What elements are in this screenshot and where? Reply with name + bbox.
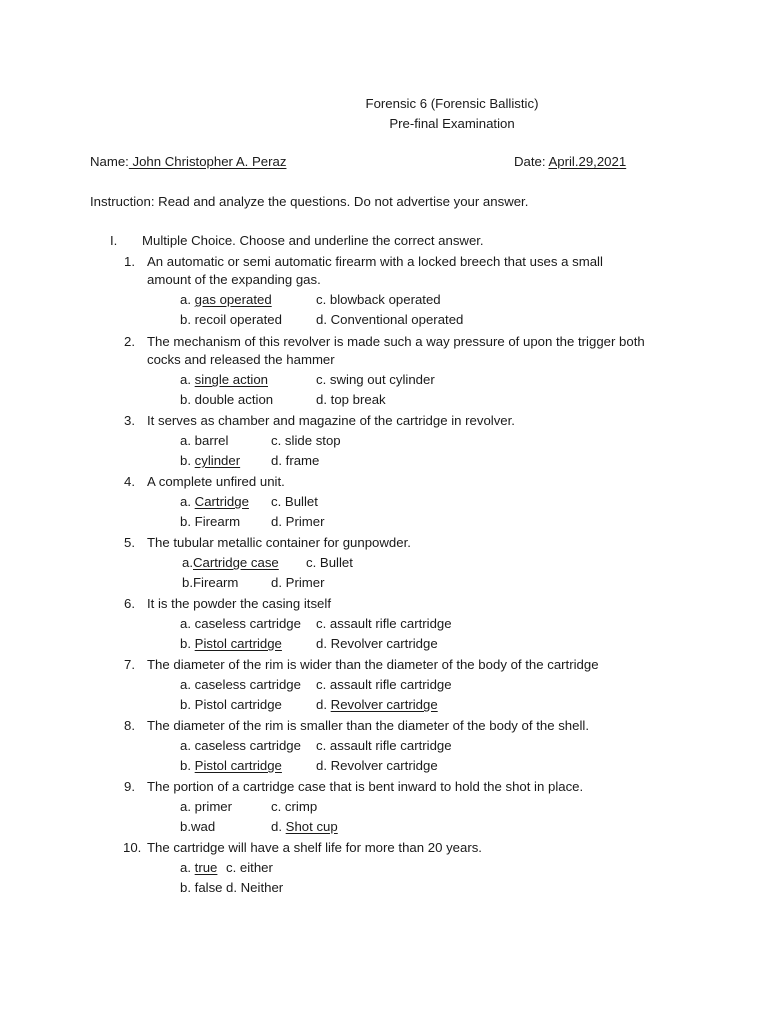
answer-choice bbox=[180, 433, 228, 449]
choice-text: d. Revolver cartridge bbox=[316, 758, 438, 773]
question-text: The portion of a cartridge case that is bent inward to hold the shot in place. bbox=[147, 779, 584, 794]
choice-text: b.wad bbox=[180, 819, 216, 834]
answer-choice bbox=[271, 819, 338, 835]
choice-letter: a. bbox=[180, 292, 195, 307]
choice-text: c. assault rifle cartridge bbox=[316, 738, 452, 753]
answer-choice bbox=[180, 860, 217, 876]
answer-choice bbox=[316, 697, 438, 713]
answer-choice bbox=[180, 799, 232, 815]
choice-letter: a. bbox=[180, 372, 195, 387]
question-text: An automatic or semi automatic firearm with a locked breech that uses a small bbox=[147, 254, 603, 269]
choice-text: c. blowback operated bbox=[316, 292, 441, 307]
choice-text: c. crimp bbox=[271, 799, 318, 814]
selected-answer: Revolver cartridge bbox=[330, 697, 438, 712]
answer-choice bbox=[182, 555, 279, 571]
choice-letter: d. bbox=[271, 819, 286, 834]
answer-choice bbox=[316, 372, 435, 388]
choice-letter: a. bbox=[180, 860, 195, 875]
choice-letter: a. bbox=[182, 555, 193, 570]
answer-choice bbox=[180, 616, 301, 632]
choice-text: b. false bbox=[180, 880, 223, 895]
question-number: 7. bbox=[124, 657, 135, 672]
question-text: The tubular metallic container for gunpowder. bbox=[147, 535, 411, 550]
choice-text: c. either bbox=[226, 860, 273, 875]
selected-answer: cylinder bbox=[194, 453, 241, 468]
answer-choice bbox=[271, 575, 325, 591]
answer-choice bbox=[180, 312, 282, 328]
selected-answer: Shot cup bbox=[285, 819, 338, 834]
answer-choice bbox=[180, 697, 282, 713]
question-number: 5. bbox=[124, 535, 135, 550]
selected-answer: Cartridge bbox=[194, 494, 249, 509]
selected-answer: true bbox=[194, 860, 218, 875]
choice-text: c. swing out cylinder bbox=[316, 372, 435, 387]
answer-choice bbox=[180, 819, 215, 835]
answer-choice bbox=[316, 677, 452, 693]
exam-date: April.29,2021 bbox=[548, 154, 627, 169]
section-title: Multiple Choice. Choose and underline the correct answer. bbox=[142, 233, 484, 248]
student-name: John Christopher A. Peraz bbox=[128, 154, 287, 169]
choice-text: d. Neither bbox=[226, 880, 284, 895]
exam-subtitle: Pre-final Examination bbox=[389, 116, 515, 131]
choice-text: d. Conventional operated bbox=[316, 312, 464, 327]
answer-choice bbox=[316, 738, 452, 754]
answer-choice bbox=[180, 514, 240, 530]
choice-text: a. primer bbox=[180, 799, 233, 814]
question-text: It serves as chamber and magazine of the cartridge in revolver. bbox=[147, 413, 515, 428]
question-number: 8. bbox=[124, 718, 135, 733]
question-number: 2. bbox=[124, 334, 135, 349]
selected-answer: Cartridge case bbox=[193, 555, 279, 570]
choice-letter: a. bbox=[180, 494, 195, 509]
question-number: 3. bbox=[124, 413, 135, 428]
answer-choice bbox=[316, 758, 438, 774]
choice-text: b.Firearm bbox=[182, 575, 239, 590]
choice-text: a. caseless cartridge bbox=[180, 738, 301, 753]
choice-text: c. Bullet bbox=[271, 494, 318, 509]
answer-choice bbox=[180, 372, 268, 388]
choice-text: d. Revolver cartridge bbox=[316, 636, 438, 651]
choice-text: b. Pistol cartridge bbox=[180, 697, 282, 712]
date-label: Date: bbox=[514, 154, 549, 169]
answer-choice bbox=[271, 494, 318, 510]
answer-choice bbox=[316, 292, 441, 308]
answer-choice bbox=[180, 677, 301, 693]
question-text: amount of the expanding gas. bbox=[147, 272, 321, 287]
choice-text: c. assault rifle cartridge bbox=[316, 677, 452, 692]
question-text: The diameter of the rim is smaller than the diameter of the body of the shell. bbox=[147, 718, 590, 733]
exam-title: Forensic 6 (Forensic Ballistic) bbox=[365, 96, 539, 111]
answer-choice bbox=[180, 880, 223, 896]
answer-choice bbox=[180, 292, 272, 308]
choice-letter: b. bbox=[180, 453, 195, 468]
answer-choice bbox=[316, 636, 438, 652]
answer-choice bbox=[316, 392, 386, 408]
question-text: cocks and released the hammer bbox=[147, 352, 335, 367]
choice-text: d. Primer bbox=[271, 514, 325, 529]
answer-choice bbox=[271, 433, 341, 449]
answer-choice bbox=[226, 860, 273, 876]
selected-answer: Pistol cartridge bbox=[194, 636, 282, 651]
question-number: 10. bbox=[123, 840, 142, 855]
choice-text: a. caseless cartridge bbox=[180, 677, 301, 692]
question-number: 4. bbox=[124, 474, 135, 489]
answer-choice bbox=[182, 575, 238, 591]
choice-letter: b. bbox=[180, 636, 195, 651]
answer-choice bbox=[180, 738, 301, 754]
name-label: Name: bbox=[90, 154, 129, 169]
answer-choice bbox=[306, 555, 353, 571]
answer-choice bbox=[271, 514, 325, 530]
choice-text: c. assault rifle cartridge bbox=[316, 616, 452, 631]
name-row bbox=[90, 154, 286, 170]
answer-choice bbox=[180, 453, 240, 469]
question-text: A complete unfired unit. bbox=[147, 474, 285, 489]
answer-choice bbox=[271, 453, 319, 469]
question-number: 9. bbox=[124, 779, 135, 794]
choice-text: b. double action bbox=[180, 392, 274, 407]
answer-choice bbox=[316, 616, 452, 632]
choice-text: d. top break bbox=[316, 392, 386, 407]
question-text: The diameter of the rim is wider than the diameter of the body of the cartridge bbox=[147, 657, 599, 672]
question-text: The mechanism of this revolver is made such a way pressure of upon the trigger both bbox=[147, 334, 645, 349]
choice-text: d. frame bbox=[271, 453, 320, 468]
answer-choice bbox=[271, 799, 317, 815]
choice-text: b. recoil operated bbox=[180, 312, 282, 327]
choice-text: c. slide stop bbox=[271, 433, 341, 448]
answer-choice bbox=[180, 636, 282, 652]
choice-text: a. barrel bbox=[180, 433, 229, 448]
choice-letter: b. bbox=[180, 758, 195, 773]
question-number: 6. bbox=[124, 596, 135, 611]
selected-answer: Pistol cartridge bbox=[194, 758, 282, 773]
answer-choice bbox=[226, 880, 283, 896]
instruction-text: Instruction: Read and analyze the questions. Do not advertise your answer. bbox=[90, 194, 529, 209]
question-number: 1. bbox=[124, 254, 135, 269]
selected-answer: gas operated bbox=[194, 292, 272, 307]
choice-text: d. Primer bbox=[271, 575, 325, 590]
question-text: The cartridge will have a shelf life for more than 20 years. bbox=[147, 840, 482, 855]
answer-choice bbox=[316, 312, 463, 328]
answer-choice bbox=[180, 494, 249, 510]
selected-answer: single action bbox=[194, 372, 268, 387]
choice-text: b. Firearm bbox=[180, 514, 241, 529]
choice-text: c. Bullet bbox=[306, 555, 353, 570]
answer-choice bbox=[180, 758, 282, 774]
date-row bbox=[514, 154, 626, 170]
answer-choice bbox=[180, 392, 273, 408]
choice-letter: d. bbox=[316, 697, 331, 712]
choice-text: a. caseless cartridge bbox=[180, 616, 301, 631]
question-text: It is the powder the casing itself bbox=[147, 596, 331, 611]
section-numeral: I. bbox=[110, 233, 118, 248]
